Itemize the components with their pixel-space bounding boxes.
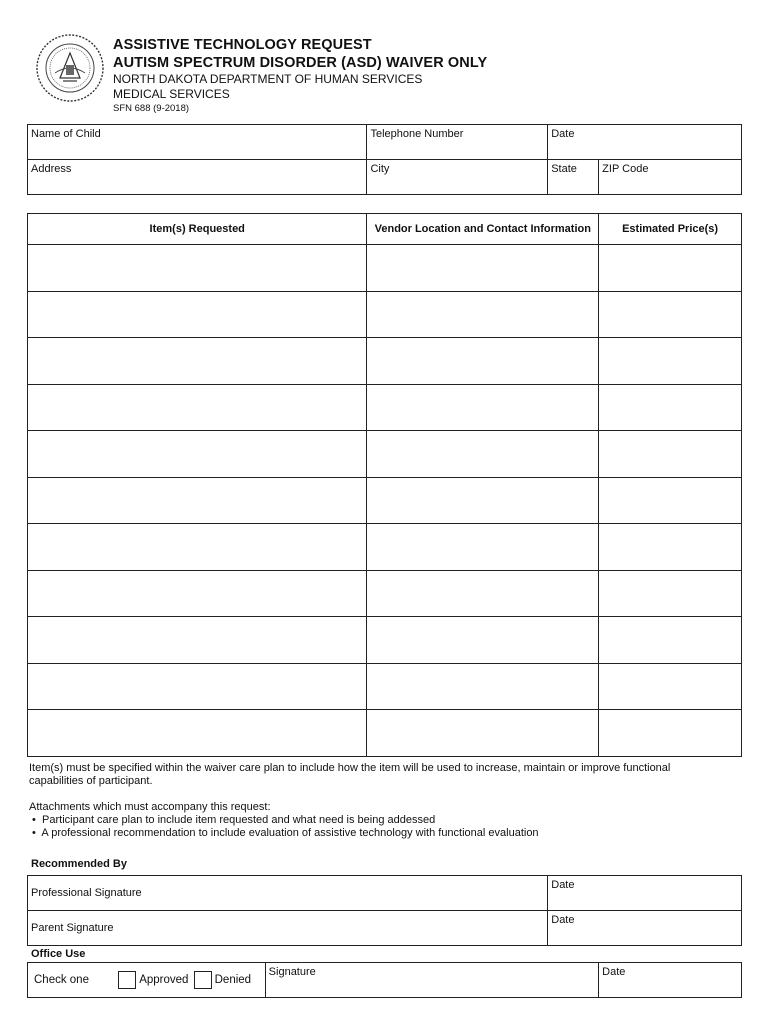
item-requested-cell[interactable] xyxy=(28,570,367,617)
date-field[interactable] xyxy=(548,125,742,160)
approved-label: Approved xyxy=(139,974,189,987)
estimated-price-cell[interactable] xyxy=(599,338,742,385)
table-row xyxy=(28,477,742,524)
parent-date-field[interactable] xyxy=(548,911,742,946)
table-row xyxy=(28,570,742,617)
item-requested-cell[interactable] xyxy=(28,663,367,710)
office-signature-label: Signature xyxy=(268,966,316,978)
vendor-info-cell[interactable] xyxy=(367,617,599,664)
check-one-label: Check one xyxy=(34,974,89,987)
recommended-by-heading: Recommended By xyxy=(31,858,127,870)
professional-signature-label: Professional Signature xyxy=(31,887,142,899)
column-header-price: Estimated Price(s) xyxy=(599,214,742,245)
telephone-label: Telephone Number xyxy=(370,128,464,140)
attachment-text: A professional recommendation to include evaluation of assistive technology with functional evaluation xyxy=(41,827,539,839)
item-requested-cell[interactable] xyxy=(28,291,367,338)
item-requested-cell[interactable] xyxy=(28,384,367,431)
telephone-field[interactable] xyxy=(367,125,548,160)
estimated-price-cell[interactable] xyxy=(599,663,742,710)
name-of-child-label: Name of Child xyxy=(31,128,101,140)
table-row xyxy=(28,384,742,431)
table-row xyxy=(28,338,742,385)
name-of-child-field[interactable] xyxy=(28,125,367,160)
table-row xyxy=(28,524,742,571)
recommended-table xyxy=(27,875,742,946)
parent-date-label: Date xyxy=(551,914,575,926)
item-requested-cell[interactable] xyxy=(28,338,367,385)
vendor-info-cell[interactable] xyxy=(367,663,599,710)
specification-note-cont: capabilities of participant. xyxy=(29,775,153,787)
professional-date-label: Date xyxy=(551,879,575,891)
attachment-text: Participant care plan to include item requested and what need is being addessed xyxy=(42,814,436,826)
table-row xyxy=(28,245,742,292)
item-requested-cell[interactable] xyxy=(28,524,367,571)
date-label: Date xyxy=(551,128,575,140)
column-header-vendor: Vendor Location and Contact Information xyxy=(367,214,599,245)
form-number: SFN 688 (9-2018) xyxy=(113,103,190,114)
parent-signature-label: Parent Signature xyxy=(31,922,114,934)
state-label: State xyxy=(551,163,577,175)
vendor-info-cell[interactable] xyxy=(367,338,599,385)
estimated-price-cell[interactable] xyxy=(599,617,742,664)
office-date-label: Date xyxy=(602,966,626,978)
office-signature-field[interactable] xyxy=(265,963,599,998)
table-row xyxy=(28,291,742,338)
item-requested-cell[interactable] xyxy=(28,710,367,757)
vendor-info-cell[interactable] xyxy=(367,291,599,338)
state-field[interactable] xyxy=(548,160,599,195)
city-field[interactable] xyxy=(367,160,548,195)
estimated-price-cell[interactable] xyxy=(599,431,742,478)
parent-signature-field[interactable] xyxy=(28,911,548,946)
department-name: NORTH DAKOTA DEPARTMENT OF HUMAN SERVICES xyxy=(113,72,423,86)
vendor-info-cell[interactable] xyxy=(367,431,599,478)
estimated-price-cell[interactable] xyxy=(599,245,742,292)
vendor-info-cell[interactable] xyxy=(367,477,599,524)
zip-label: ZIP Code xyxy=(602,163,649,175)
attachments-heading: Attachments which must accompany this request: xyxy=(29,801,271,813)
professional-signature-field[interactable] xyxy=(28,876,548,911)
vendor-info-cell[interactable] xyxy=(367,245,599,292)
items-table xyxy=(27,213,742,757)
vendor-info-cell[interactable] xyxy=(367,710,599,757)
vendor-info-cell[interactable] xyxy=(367,570,599,617)
zip-field[interactable] xyxy=(599,160,742,195)
estimated-price-cell[interactable] xyxy=(599,710,742,757)
estimated-price-cell[interactable] xyxy=(599,570,742,617)
vendor-info-cell[interactable] xyxy=(367,384,599,431)
denied-checkbox[interactable] xyxy=(194,971,212,989)
form-subtitle: AUTISM SPECTRUM DISORDER (ASD) WAIVER ONLY xyxy=(113,55,488,71)
item-requested-cell[interactable] xyxy=(28,477,367,524)
denied-label: Denied xyxy=(214,974,252,987)
table-row xyxy=(28,617,742,664)
item-requested-cell[interactable] xyxy=(28,431,367,478)
column-header-items: Item(s) Requested xyxy=(28,214,367,245)
address-field[interactable] xyxy=(28,160,367,195)
attachment-item: • A professional recommendation to include evaluation of assistive technology with functional evaluation xyxy=(29,827,539,839)
table-row xyxy=(28,710,742,757)
division-name: MEDICAL SERVICES xyxy=(113,87,230,101)
attachment-item: • Participant care plan to include item requested and what need is being addessed xyxy=(29,814,436,826)
office-use-heading: Office Use xyxy=(31,948,86,960)
form-title: ASSISTIVE TECHNOLOGY REQUEST xyxy=(113,37,372,53)
state-seal-icon xyxy=(35,33,105,103)
address-label: Address xyxy=(31,163,72,175)
estimated-price-cell[interactable] xyxy=(599,291,742,338)
table-row xyxy=(28,431,742,478)
item-requested-cell[interactable] xyxy=(28,245,367,292)
estimated-price-cell[interactable] xyxy=(599,477,742,524)
office-use-table xyxy=(27,962,742,998)
item-requested-cell[interactable] xyxy=(28,617,367,664)
estimated-price-cell[interactable] xyxy=(599,384,742,431)
office-date-field[interactable] xyxy=(599,963,742,998)
table-row xyxy=(28,663,742,710)
vendor-info-cell[interactable] xyxy=(367,524,599,571)
child-info-table xyxy=(27,124,742,195)
city-label: City xyxy=(370,163,390,175)
check-one-cell xyxy=(28,963,266,998)
approved-checkbox[interactable] xyxy=(118,971,136,989)
professional-date-field[interactable] xyxy=(548,876,742,911)
estimated-price-cell[interactable] xyxy=(599,524,742,571)
specification-note: Item(s) must be specified within the waiver care plan to include how the item will be used to increase, maintain or improve functional xyxy=(29,762,671,774)
